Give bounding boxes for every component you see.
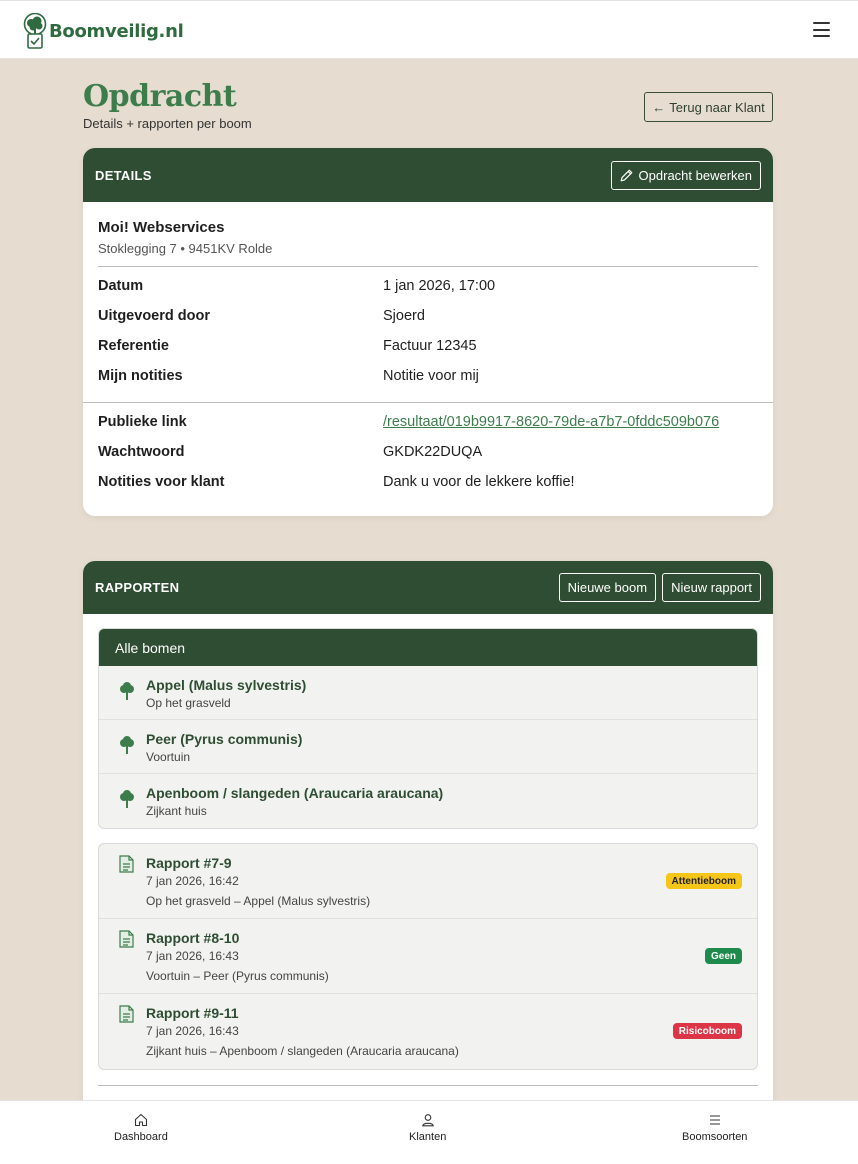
tree-icon: [119, 736, 135, 754]
client-notes-value: Dank u voor de lekkere koffie!: [383, 474, 575, 490]
nav-dashboard[interactable]: [114, 1113, 168, 1143]
arrow-left-icon: ←: [652, 99, 666, 115]
menu-icon[interactable]: [813, 22, 830, 37]
status-badge: Geen: [705, 948, 742, 964]
document-icon: [119, 855, 134, 873]
bottom-nav: [0, 1100, 858, 1164]
back-to-client-button[interactable]: [644, 92, 773, 122]
edit-assignment-button[interactable]: [611, 161, 761, 190]
document-icon: [119, 930, 134, 948]
details-heading: DETAILS: [95, 167, 152, 183]
report-date: 7 jan 2026, 16:43: [146, 1024, 239, 1038]
user-icon: [421, 1113, 435, 1127]
all-trees-group: [98, 628, 758, 829]
public-link[interactable]: /resultaat/019b9917-8620-79de-a7b7-0fddc509b076: [383, 414, 720, 430]
page-title: Opdracht: [83, 79, 237, 114]
report-description: Zijkant huis – Apenboom / slangeden (Araucaria araucana): [146, 1044, 459, 1058]
reference-label: Referentie: [98, 338, 169, 354]
reports-list: [98, 843, 758, 1070]
my-notes-value: Notitie voor mij: [383, 368, 479, 384]
brand-logo[interactable]: [22, 13, 183, 49]
tree-name: Apenboom / slangeden (Araucaria araucana): [146, 785, 444, 801]
tree-location: Voortuin: [146, 750, 191, 764]
nav-clients[interactable]: [409, 1113, 446, 1143]
status-badge: Risicoboom: [673, 1023, 742, 1039]
divider: [98, 1085, 758, 1086]
nav-tree-species-label: Boomsoorten: [682, 1131, 748, 1143]
details-card: [83, 148, 773, 516]
tree-icon: [119, 790, 135, 808]
my-notes-label: Mijn notities: [98, 368, 183, 384]
report-date: 7 jan 2026, 16:43: [146, 949, 239, 963]
client-address: Stoklegging 7 • 9451KV Rolde: [98, 241, 273, 256]
public-link-label: Publieke link: [98, 414, 187, 430]
report-title: Rapport #9-11: [146, 1005, 239, 1021]
edit-assignment-label: Opdracht bewerken: [638, 167, 752, 183]
tree-location: Op het grasveld: [146, 696, 231, 710]
brand-name: Boomveilig.nl: [49, 20, 184, 42]
date-value: 1 jan 2026, 17:00: [383, 278, 496, 294]
report-item[interactable]: [99, 919, 757, 994]
password-label: Wachtwoord: [98, 444, 185, 460]
nav-dashboard-label: Dashboard: [114, 1131, 168, 1143]
reports-card: [83, 561, 773, 1121]
report-title: Rapport #8-10: [146, 930, 240, 946]
report-item[interactable]: [99, 844, 757, 919]
back-to-client-label: Terug naar Klant: [669, 99, 765, 115]
tree-item[interactable]: [99, 720, 757, 774]
tree-item[interactable]: [99, 666, 757, 720]
report-description: Op het grasveld – Appel (Malus sylvestris): [146, 894, 371, 908]
reference-value: Factuur 12345: [383, 338, 477, 354]
reports-header: [83, 561, 773, 614]
client-notes-label: Notities voor klant: [98, 474, 225, 490]
report-description: Voortuin – Peer (Pyrus communis): [146, 969, 329, 983]
details-header: [83, 148, 773, 202]
tree-location: Zijkant huis: [146, 804, 207, 818]
new-tree-button[interactable]: Nieuwe boom: [559, 573, 657, 602]
document-icon: [119, 1005, 134, 1023]
logo-tree-icon: [22, 13, 48, 49]
divider: [83, 402, 773, 403]
tree-name: Appel (Malus sylvestris): [146, 677, 307, 693]
performed-by-value: Sjoerd: [383, 308, 425, 324]
tree-item[interactable]: [99, 774, 757, 828]
new-report-button[interactable]: Nieuw rapport: [662, 573, 761, 602]
divider: [98, 266, 758, 267]
nav-tree-species[interactable]: [682, 1113, 747, 1143]
home-icon: [134, 1113, 148, 1127]
report-date: 7 jan 2026, 16:42: [146, 874, 239, 888]
status-badge: Attentieboom: [666, 873, 742, 889]
pencil-icon: [620, 169, 633, 182]
client-name: Moi! Webservices: [98, 219, 225, 236]
tree-icon: [119, 682, 135, 700]
reports-heading: RAPPORTEN: [95, 580, 180, 595]
date-label: Datum: [98, 278, 144, 294]
top-bar: [0, 0, 858, 59]
report-title: Rapport #7-9: [146, 855, 232, 871]
performed-by-label: Uitgevoerd door: [98, 308, 210, 324]
nav-clients-label: Klanten: [409, 1131, 447, 1143]
all-trees-heading: Alle bomen: [99, 629, 757, 666]
password-value: GKDK22DUQA: [383, 444, 483, 460]
list-icon: [708, 1113, 722, 1127]
report-item[interactable]: [99, 994, 757, 1069]
page-subtitle: Details + rapporten per boom: [83, 116, 252, 131]
tree-name: Peer (Pyrus communis): [146, 731, 303, 747]
